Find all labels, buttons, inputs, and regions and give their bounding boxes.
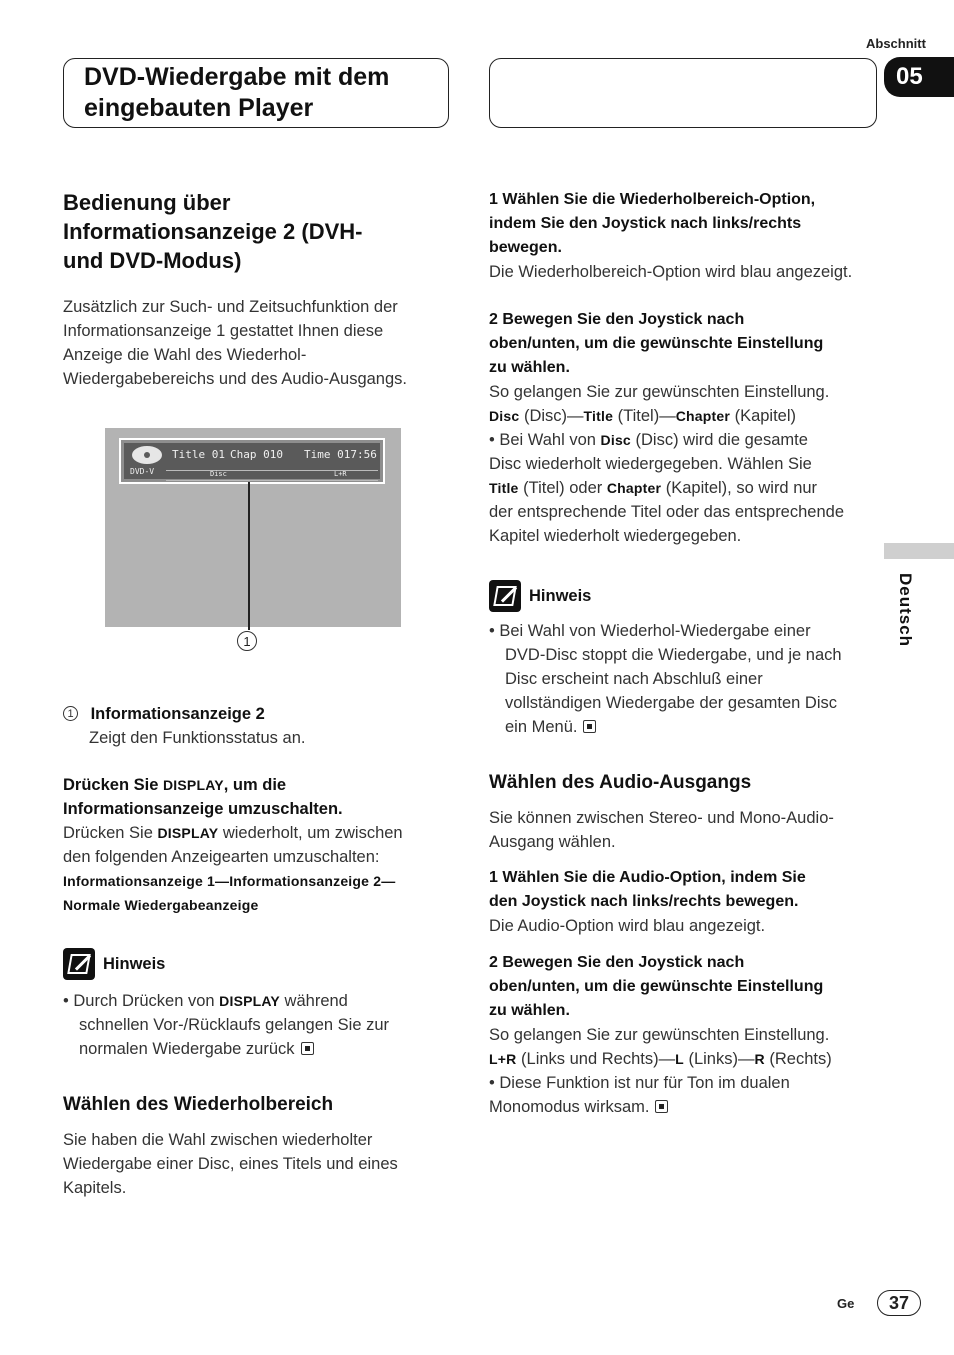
- note-pencil-icon: [63, 948, 95, 980]
- text-span: (Links)—: [683, 1050, 755, 1068]
- text-span: Monomodus wirksam.: [489, 1098, 650, 1116]
- text-span: (Links und Rechts)—: [516, 1050, 676, 1068]
- option-key: L+R: [489, 1051, 517, 1067]
- text-line: Informationsanzeige umzuschalten.: [63, 800, 343, 818]
- option-key: Disc: [600, 432, 631, 448]
- step-text: Die Audio-Option wird blau angezeigt.: [489, 917, 766, 935]
- text-span: wiederholt, um zwischen: [218, 824, 403, 842]
- text-line: Anzeige die Wahl des Wiederhol-: [63, 346, 307, 364]
- option-key: Title: [583, 408, 614, 424]
- info-display-bar: [119, 438, 385, 484]
- intro-paragraph: [63, 295, 453, 391]
- text-line: vollständigen Wiedergabe der gesamten Disc: [505, 694, 838, 712]
- text-span: (Disc)—: [519, 407, 584, 425]
- note-block: [63, 948, 453, 980]
- step-line: den Joystick nach links/rechts bewegen.: [489, 893, 799, 910]
- text-line: Zusätzlich zur Such- und Zeitsuchfunktion der: [63, 298, 398, 316]
- step-line: 2 Bewegen Sie den Joystick nach: [489, 311, 745, 328]
- mode-sequence: Informationsanzeige 1—Informationsanzeige 2—: [63, 873, 396, 889]
- caption-title: Informationsanzeige 2: [90, 705, 265, 723]
- note-pencil-icon: [489, 580, 521, 612]
- heading-line: Bedienung über: [63, 190, 231, 215]
- display-key: DISPLAY: [219, 993, 280, 1009]
- step-line: oben/unten, um die gewünschte Einstellung: [489, 335, 824, 352]
- step-line: 1 Wählen Sie die Wiederholbereich-Option,: [489, 191, 816, 208]
- option-key: Chapter: [675, 408, 730, 424]
- option-key: Chapter: [606, 480, 662, 496]
- text-span: , um die: [223, 776, 287, 794]
- step-line: zu wählen.: [489, 359, 570, 376]
- text-span: (Titel) oder: [518, 479, 607, 497]
- display-key: DISPLAY: [157, 825, 219, 841]
- heading-line: Informationsanzeige 2 (DVH-: [63, 219, 363, 244]
- text-line: Kapitel wiederholt wiedergegeben.: [489, 527, 742, 545]
- text-line: • Diese Funktion ist nur für Ton im dualen: [489, 1074, 790, 1092]
- text-span: (Disc) wird die gesamte: [630, 431, 808, 449]
- text-line: Sie haben die Wahl zwischen wiederholter: [63, 1131, 373, 1149]
- repeat-options: [489, 404, 881, 428]
- text-line: Informationsanzeige 1 gestattet Ihnen diese: [63, 322, 384, 340]
- repeat-paragraph: [63, 1128, 453, 1200]
- side-tab-bar: [884, 543, 954, 559]
- repeat-step-1: [489, 188, 881, 284]
- step-line: zu wählen.: [489, 1002, 570, 1019]
- display-screenshot: [105, 428, 401, 627]
- text-span: während: [279, 992, 348, 1010]
- text-line: DVD-Disc stoppt die Wiedergabe, und je nach: [505, 646, 842, 664]
- text-line: den folgenden Anzeigearten umzuschalten:: [63, 848, 380, 866]
- end-mark-icon: [301, 1042, 314, 1055]
- step-line: indem Sie den Joystick nach links/rechts: [489, 215, 802, 232]
- callout-number: 1: [237, 631, 257, 651]
- note-bullet: [489, 619, 881, 739]
- step-line: 2 Bewegen Sie den Joystick nach: [489, 954, 745, 971]
- display-instruction: [63, 773, 453, 917]
- screen-time: Time 017:56: [304, 448, 377, 461]
- note-block: [489, 580, 881, 612]
- audio-step-1: [489, 866, 881, 938]
- language-side-label: Deutsch: [896, 573, 915, 648]
- text-span: ein Menü.: [505, 718, 578, 736]
- note-bullet: [63, 989, 453, 1061]
- text-line: Disc wiederholt wiedergegeben. Wählen Sie: [489, 455, 812, 473]
- text-span: normalen Wiedergabe zurück: [79, 1040, 295, 1058]
- display-key: DISPLAY: [162, 777, 224, 793]
- audio-heading: Wählen des Audio-Ausgangs: [489, 772, 752, 793]
- text-span: (Rechts): [764, 1050, 832, 1068]
- audio-step-2: [489, 951, 881, 1119]
- text-line: Disc erscheint nach Abschluß einer: [505, 670, 763, 688]
- text-span: (Titel)—: [613, 407, 676, 425]
- section-label: Abschnitt: [866, 36, 926, 51]
- repeat-heading: Wählen des Wiederholbereich: [63, 1094, 334, 1115]
- step-line: oben/unten, um die gewünschte Einstellung: [489, 978, 824, 995]
- screen-chapter: Chap 010: [230, 448, 283, 461]
- text-span: (Kapitel), so wird nur: [661, 479, 818, 497]
- screen-audio: L+R: [334, 470, 347, 478]
- text-line: Ausgang wählen.: [489, 833, 616, 851]
- note-label: Hinweis: [529, 586, 592, 605]
- text-span: (Kapitel): [730, 407, 797, 425]
- step-text: So gelangen Sie zur gewünschten Einstellung.: [489, 1026, 830, 1044]
- text-line: Kapitels.: [63, 1179, 127, 1197]
- empty-header-box: [489, 58, 877, 128]
- audio-options: [489, 1047, 881, 1071]
- text-line: schnellen Vor-/Rücklaufs gelangen Sie zur: [79, 1016, 390, 1034]
- option-key: R: [754, 1051, 765, 1067]
- step-text: So gelangen Sie zur gewünschten Einstellung.: [489, 383, 830, 401]
- caption-number: 1: [63, 706, 78, 721]
- step-line: 1 Wählen Sie die Audio-Option, indem Sie: [489, 869, 806, 886]
- section-number-tab: 05: [884, 57, 954, 97]
- text-span: Drücken Sie: [63, 824, 158, 842]
- text-line: Sie können zwischen Stereo- und Mono-Audio-: [489, 809, 834, 827]
- text-span: • Bei Wahl von: [489, 431, 601, 449]
- page-number: 37: [877, 1290, 921, 1316]
- option-key: L: [675, 1051, 684, 1067]
- screen-status-row: [166, 470, 378, 481]
- chapter-title-line2: eingebauten Player: [84, 94, 314, 122]
- footer-language: Ge: [837, 1296, 855, 1311]
- audio-intro: [489, 806, 881, 854]
- step-text: Die Wiederholbereich-Option wird blau angezeigt.: [489, 263, 853, 281]
- screen-mode: DVD-V: [130, 467, 155, 476]
- text-span: • Durch Drücken von: [63, 992, 220, 1010]
- text-line: • Bei Wahl von Wiederhol-Wiedergabe einer: [489, 622, 811, 640]
- repeat-step-2: [489, 308, 881, 548]
- chapter-title-box: [63, 58, 449, 128]
- disc-icon: [132, 446, 162, 464]
- end-mark-icon: [655, 1100, 668, 1113]
- text-line: Wiedergabebereichs und des Audio-Ausgangs.: [63, 370, 407, 388]
- screen-title: Title 01: [172, 448, 225, 461]
- text-line: Wiedergabe einer Disc, eines Titels und eines: [63, 1155, 398, 1173]
- text-line: der entsprechende Titel oder das entsprechende: [489, 503, 844, 521]
- note-label: Hinweis: [103, 954, 166, 973]
- chapter-title-line1: DVD-Wiedergabe mit dem: [84, 63, 390, 91]
- section-heading: [63, 188, 453, 275]
- mode-sequence: Normale Wiedergabeanzeige: [63, 897, 259, 913]
- screen-repeat: Disc: [210, 470, 227, 478]
- option-key: Disc: [489, 408, 520, 424]
- figure-caption: [63, 702, 453, 750]
- option-key: Title: [489, 480, 519, 496]
- step-line: bewegen.: [489, 239, 562, 256]
- text-span: Drücken Sie: [63, 776, 163, 794]
- caption-text: Zeigt den Funktionsstatus an.: [89, 729, 306, 747]
- end-mark-icon: [583, 720, 596, 733]
- callout-leader-line: [248, 482, 250, 630]
- heading-line: und DVD-Modus): [63, 248, 242, 273]
